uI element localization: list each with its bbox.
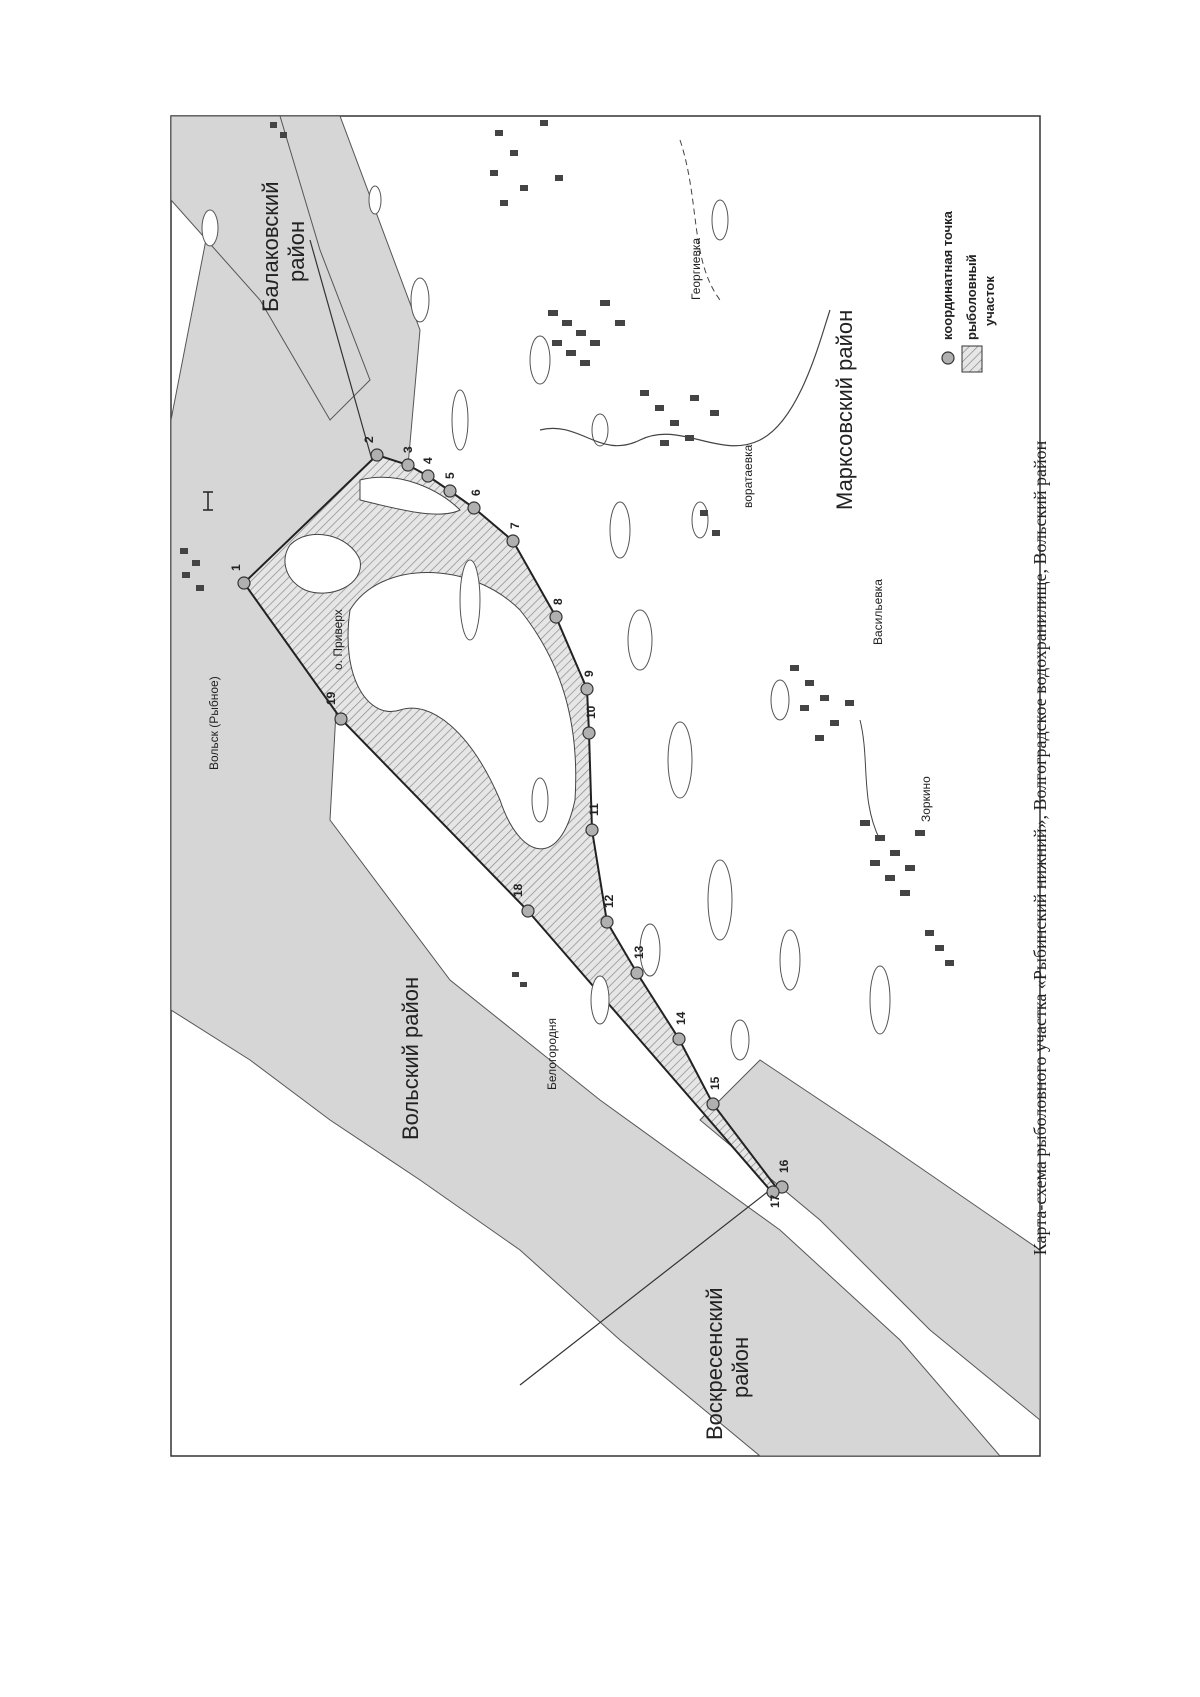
legend-area-icon xyxy=(962,346,982,372)
coordinate-point-label-18: 18 xyxy=(511,883,525,897)
coordinate-point-label-11: 11 xyxy=(587,803,601,816)
label-belogorodnya: Белогородня xyxy=(545,1018,559,1090)
coordinate-point-4 xyxy=(422,470,434,482)
coordinate-point-label-3: 3 xyxy=(401,446,415,453)
legend-point-label: координатная точка xyxy=(940,211,955,340)
coordinate-point-label-5: 5 xyxy=(443,472,457,479)
coordinate-point-15 xyxy=(707,1098,719,1110)
coordinate-point-label-14: 14 xyxy=(674,1011,688,1025)
label-volsk: Вольск (Рыбное) xyxy=(207,676,221,770)
coordinate-point-11 xyxy=(586,824,598,836)
label-zorkino: Зоркино xyxy=(919,776,933,822)
legend-point-icon xyxy=(942,352,954,364)
coordinate-point-label-13: 13 xyxy=(632,945,646,959)
coordinate-point-label-1: 1 xyxy=(229,564,243,571)
coordinate-point-18 xyxy=(522,905,534,917)
label-volsky-district: Вольский район xyxy=(398,976,423,1140)
coordinate-point-8 xyxy=(550,611,562,623)
coordinate-point-label-17: 17 xyxy=(768,1194,782,1208)
label-vorataevka: воратаевка xyxy=(741,444,755,508)
coordinate-point-1 xyxy=(238,577,250,589)
coordinate-point-label-19: 19 xyxy=(324,691,338,705)
coordinate-point-label-6: 6 xyxy=(469,489,483,496)
label-balakovsky-district: Балаковский район xyxy=(258,181,309,312)
coordinate-point-7 xyxy=(507,535,519,547)
coordinate-point-label-9: 9 xyxy=(582,670,596,677)
coordinate-point-label-7: 7 xyxy=(508,522,522,529)
coordinate-point-14 xyxy=(673,1033,685,1045)
label-marksovsky-district: Марксовский район xyxy=(832,309,857,510)
coordinate-point-label-12: 12 xyxy=(602,894,616,908)
label-voskresensky-district: Воскресенский район xyxy=(702,1287,753,1440)
coordinate-point-label-4: 4 xyxy=(421,457,435,464)
coordinate-point-12 xyxy=(601,916,613,928)
label-georgievka: Георгиевка xyxy=(689,237,703,300)
coordinate-point-13 xyxy=(631,967,643,979)
coordinate-point-label-2: 2 xyxy=(362,436,376,443)
legend-area-label: рыболовный участок xyxy=(964,254,997,340)
coordinate-point-label-8: 8 xyxy=(551,598,565,605)
coordinate-point-label-16: 16 xyxy=(777,1159,791,1173)
coordinate-point-10 xyxy=(583,727,595,739)
coordinate-point-3 xyxy=(402,459,414,471)
coordinate-point-6 xyxy=(468,502,480,514)
label-vasilyevka: Васильевка xyxy=(871,579,885,645)
label-island-priverh: о. Приверх xyxy=(331,609,345,670)
coordinate-point-5 xyxy=(444,485,456,497)
coordinate-point-label-15: 15 xyxy=(708,1076,722,1090)
coordinate-point-label-10: 10 xyxy=(584,705,598,719)
coordinate-point-9 xyxy=(581,683,593,695)
figure-caption: Карта-схема рыболовного участка «Рыбинский нижний», Волгоградское водохранилище, Вольский район xyxy=(1030,440,1050,1256)
coordinate-point-19 xyxy=(335,713,347,725)
coordinate-point-2 xyxy=(371,449,383,461)
